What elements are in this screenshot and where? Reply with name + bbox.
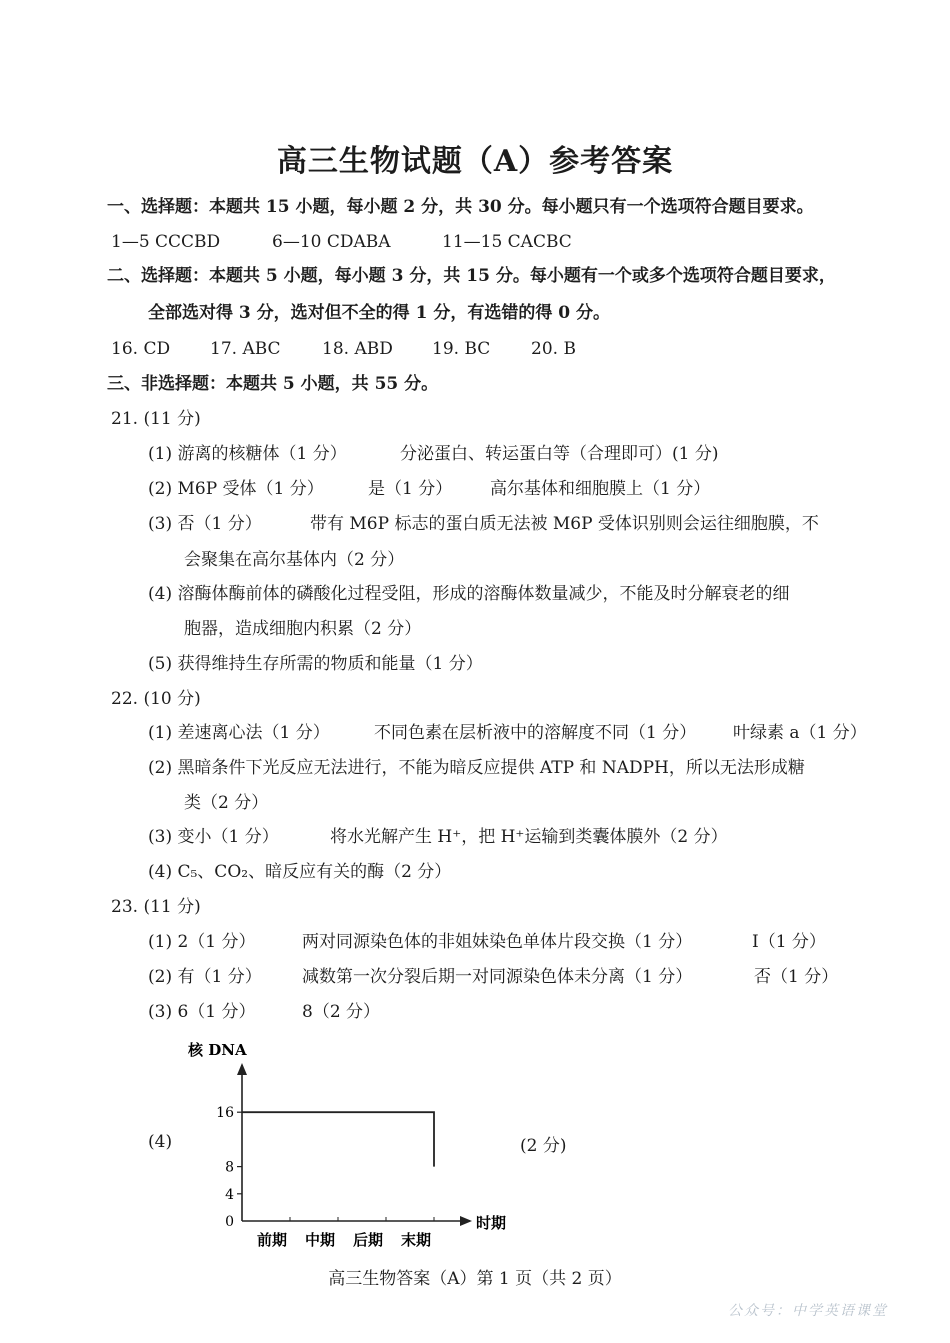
q23-part3-a: (3) 6（1 分） (148, 1002, 256, 1022)
q23-part4-label: (4) (148, 1132, 173, 1152)
q22-part2-b: 类（2 分） (184, 793, 269, 813)
q22-part1-c: 叶绿素 a（1 分） (733, 723, 867, 743)
page-title: 高三生物试题（A）参考答案 (276, 144, 674, 179)
q23-part1-b: 两对同源染色体的非姐妹染色单体片段交换（1 分） (302, 932, 693, 952)
nuclear-dna-chart (180, 1035, 540, 1260)
x-tick-label: 中期 (304, 1231, 336, 1249)
q21-part2-b: 是（1 分） (368, 479, 453, 499)
q21-header: 21. (11 分) (111, 409, 201, 429)
q22-part3-b: 将水光解产生 H⁺，把 H⁺运输到类囊体膜外（2 分） (330, 827, 728, 847)
q21-part3-c: 会聚集在高尔基体内（2 分） (184, 550, 405, 570)
q21-part4-b: 胞器，造成细胞内积累（2 分） (184, 619, 422, 639)
q23-part4-score: (2 分) (520, 1136, 567, 1156)
section2-answer-17: 17. ABC (210, 339, 281, 359)
page-footer: 高三生物答案（A）第 1 页（共 2 页） (328, 1269, 622, 1289)
q21-part2-a: (2) M6P 受体（1 分） (148, 479, 324, 499)
q22-part1-b: 不同色素在层析液中的溶解度不同（1 分） (374, 723, 697, 743)
x-axis-arrow-icon (460, 1216, 472, 1226)
q23-header: 23. (11 分) (111, 897, 201, 917)
chart-y-axis-label: 核 DNA (188, 1041, 247, 1059)
q23-part2-b: 减数第一次分裂后期一对同源染色体未分离（1 分） (302, 967, 693, 987)
x-tick-label: 末期 (400, 1231, 432, 1249)
section1-heading: 一、选择题：本题共 15 小题，每小题 2 分，共 30 分。每小题只有一个选项符合题目要求。 (107, 197, 814, 217)
section2-heading-line1: 二、选择题：本题共 5 小题，每小题 3 分，共 15 分。每小题有一个或多个选项符合题目要求， (107, 266, 836, 286)
x-tick-label: 后期 (352, 1231, 384, 1249)
q21-part2-c: 高尔基体和细胞膜上（1 分） (490, 479, 711, 499)
q23-part1-a: (1) 2（1 分） (148, 932, 256, 952)
section2-heading-line2: 全部选对得 3 分，选对但不全的得 1 分，有选错的得 0 分。 (148, 303, 610, 323)
section2-answer-20: 20. B (531, 339, 576, 359)
y-axis-arrow-icon (237, 1063, 247, 1075)
q21-part1-a: (1) 游离的核糖体（1 分） (148, 444, 347, 464)
q22-part3-a: (3) 变小（1 分） (148, 827, 279, 847)
section3-heading: 三、非选择题：本题共 5 小题，共 55 分。 (107, 374, 439, 394)
chart-x-axis-label: 时期 (476, 1214, 507, 1232)
section2-answer-19: 19. BC (432, 339, 491, 359)
q23-part2-a: (2) 有（1 分） (148, 967, 262, 987)
q21-part3-b: 带有 M6P 标志的蛋白质无法被 M6P 受体识别则会运往细胞膜，不 (310, 514, 819, 534)
x-tick-label: 前期 (256, 1231, 288, 1249)
section1-answer-2: 6—10 CDABA (272, 232, 391, 252)
q21-part3-a: (3) 否（1 分） (148, 514, 262, 534)
q22-part1-a: (1) 差速离心法（1 分） (148, 723, 330, 743)
q22-part2-a: (2) 黑暗条件下光反应无法进行，不能为暗反应提供 ATP 和 NADPH，所以无法形成糖 (148, 758, 805, 778)
section2-answer-16: 16. CD (111, 339, 171, 359)
q22-header: 22. (10 分) (111, 689, 201, 709)
section1-answer-1: 1—5 CCCBD (111, 232, 221, 252)
y-tick-label: 0 (225, 1214, 234, 1230)
y-tick-label: 4 (225, 1186, 234, 1203)
q21-part4-a: (4) 溶酶体酶前体的磷酸化过程受阻，形成的溶酶体数量减少，不能及时分解衰老的细 (148, 584, 790, 604)
q21-part1-b: 分泌蛋白、转运蛋白等（合理即可）(1 分) (400, 444, 719, 464)
q23-part2-c: 否（1 分） (754, 967, 839, 987)
watermark: 公众号：中学英语课堂 (728, 1303, 888, 1319)
y-tick-label: 16 (216, 1105, 234, 1122)
y-tick-label: 8 (225, 1159, 234, 1176)
q23-part1-c: Ⅰ（1 分） (752, 932, 826, 952)
dna-series-line (242, 1112, 434, 1166)
q21-part5: (5) 获得维持生存所需的物质和能量（1 分） (148, 654, 483, 674)
q22-part4: (4) C₅、CO₂、暗反应有关的酶（2 分） (148, 862, 452, 882)
section2-answer-18: 18. ABD (322, 339, 393, 359)
q23-part3-b: 8（2 分） (302, 1002, 381, 1022)
section1-answer-3: 11—15 CACBC (442, 232, 572, 252)
